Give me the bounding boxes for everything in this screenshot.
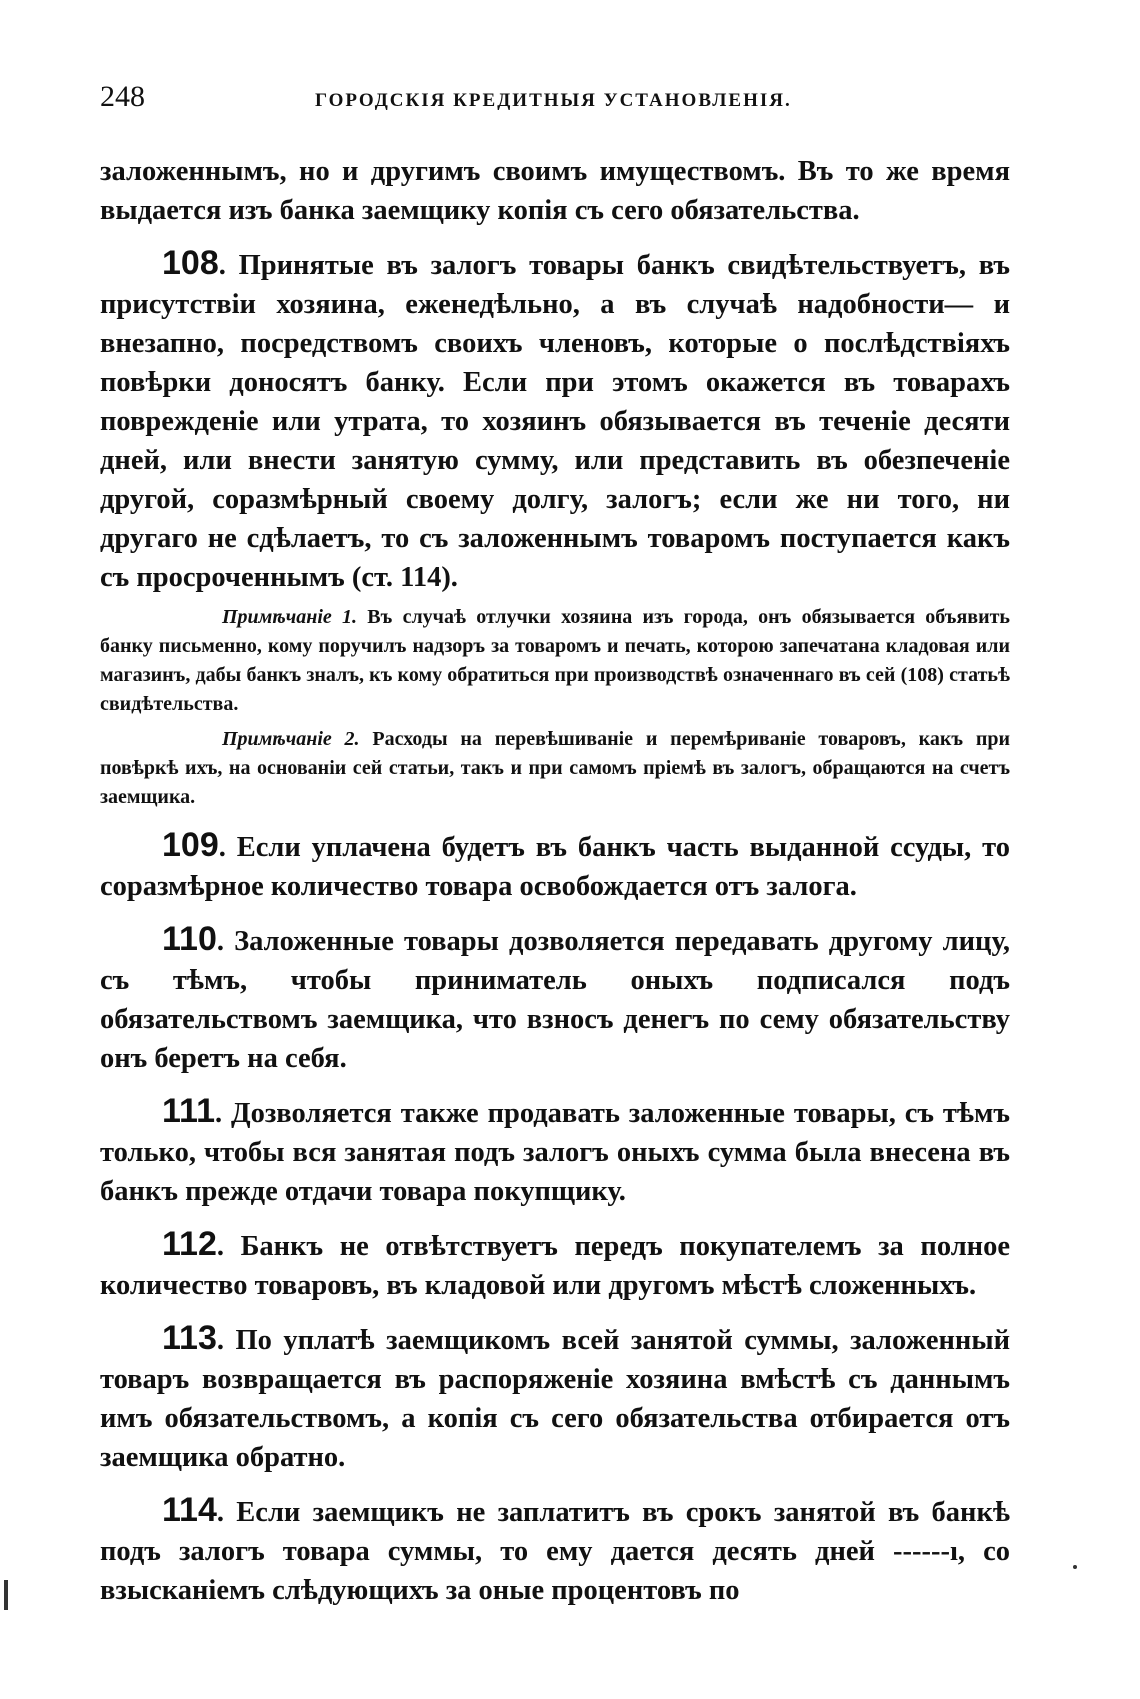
article-number: 112 [162, 1225, 217, 1263]
margin-mark [4, 1580, 8, 1610]
article-text: По уплатѣ заемщикомъ всей занятой суммы, заложенный товаръ возвращается въ распоряженіе хозяина вмѣстѣ съ даннымъ имъ обязательствомъ, а копія съ сего обязательства отбирается отъ заемщика обратно. [100, 1325, 1011, 1473]
page-header [100, 80, 1010, 130]
running-title: ГОРОДСКІЯ КРЕДИТНЫЯ УСТАНОВЛЕНІЯ. [315, 90, 792, 111]
note-2 [100, 725, 1010, 812]
article-text: Банкъ не отвѣтствуетъ передъ покупателемъ за полное количество товаровъ, въ кладовой или другомъ мѣстѣ сложенныхъ. [100, 1231, 1011, 1301]
article-number: 108 [162, 244, 219, 282]
article-text: Дозволяется также продавать заложенные товары, съ тѣмъ только, чтобы вся занятая подъ залогъ оныхъ сумма была внесена въ банкъ прежде отдачи товара покупщику. [100, 1098, 1011, 1207]
article-108: 108. Принятые въ залогъ товары банкъ свидѣтельствуетъ, въ присутствіи хозяина, еженедѣльно, а въ случаѣ надобности— и внезапно, посредствомъ своихъ членовъ, которые о послѣдствіяхъ повѣрки доносятъ банку. Если при этомъ окажется въ товарахъ поврежденіе или утрата, то хозяинъ обязывается въ теченіе десяти дней, или внести занятую сумму, или представить въ обезпеченіе другой, соразмѣрный своему долгу, залогъ; если же ни того, ни другаго не сдѣлаетъ, то съ заложеннымъ товаромъ поступается какъ съ просроченнымъ (ст. 114). [100, 244, 1010, 593]
article-number: 114 [162, 1491, 217, 1529]
ink-dot [1073, 1565, 1077, 1569]
note-label: Примѣчаніе 2. [222, 728, 360, 750]
article-109: 109. Если уплачена будетъ въ банкъ часть выданной ссуды, то соразмѣрное количество товара освобождается отъ залога. [100, 826, 1010, 902]
intro-paragraph: заложеннымъ, но и другимъ своимъ имуществомъ. Въ то же время выдается изъ банка заемщику копія съ сего обязательства. [100, 156, 1010, 226]
article-number: 110 [162, 920, 217, 958]
article-text: Если заемщикъ не заплатитъ въ срокъ занятой въ банкѣ подъ залогъ товара суммы, то ему дается десять дней ------ı, со взысканіемъ слѣдующихъ за оные процентовъ по [100, 1497, 1011, 1606]
article-114: 114. Если заемщикъ не заплатитъ въ срокъ занятой въ банкѣ подъ залогъ товара суммы, то ему дается десять дней ------ı, со взысканіемъ слѣдующихъ за оные процентовъ по [100, 1491, 1011, 1606]
note-text: Расходы на перевѣшиваніе и перемѣриваніе товаровъ, какъ при повѣркѣ ихъ, на основаніи сей статьи, такъ и при самомъ пріемѣ въ залогъ, обращаются на счетъ заемщика. [100, 728, 1010, 808]
article-113: 113. По уплатѣ заемщикомъ всей занятой суммы, заложенный товаръ возвращается въ распоряженіе хозяина вмѣстѣ съ даннымъ имъ обязательствомъ, а копія съ сего обязательства отбирается отъ заемщика обратно. [100, 1319, 1011, 1473]
page-number: 248 [100, 80, 145, 113]
note-label: Примѣчаніе 1. [222, 606, 358, 628]
article-text: Принятые въ залогъ товары банкъ свидѣтельствуетъ, въ присутствіи хозяина, еженедѣльно, а въ случаѣ надобности— и внезапно, посредствомъ своихъ членовъ, которые о послѣдствіяхъ повѣрки доносятъ банку. Если при этомъ окажется въ товарахъ поврежденіе или утрата, то хозяинъ обязывается въ теченіе десяти дней, или внести занятую сумму, или представить въ обезпеченіе другой, соразмѣрный своему долгу, залогъ; если же ни того, ни другаго не сдѣлаетъ, то съ заложеннымъ товаромъ поступается какъ съ просроченнымъ (ст. 114). [100, 250, 1010, 593]
article-111: 111. Дозволяется также продавать заложенные товары, съ тѣмъ только, чтобы вся занятая подъ залогъ оныхъ сумма была внесена въ банкъ прежде отдачи товара покупщику. [100, 1092, 1011, 1207]
article-number: 111 [162, 1092, 215, 1130]
article-110: 110. Заложенные товары дозволяется передавать другому лицу, съ тѣмъ, чтобы приниматель оныхъ подписался подъ обязательствомъ заемщика, что взносъ денегъ по сему обязательству онъ беретъ на себя. [100, 920, 1010, 1074]
article-text: Заложенные товары дозволяется передавать другому лицу, съ тѣмъ, чтобы приниматель оныхъ подписался подъ обязательствомъ заемщика, что взносъ денегъ по сему обязательству онъ беретъ на себя. [100, 926, 1010, 1074]
article-text: Если уплачена будетъ въ банкъ часть выданной ссуды, то соразмѣрное количество товара освобождается отъ залога. [100, 832, 1010, 902]
note-1 [100, 603, 1010, 719]
article-number: 109 [162, 826, 219, 864]
note-text: Въ случаѣ отлучки хозяина изъ города, онъ обязывается объявить банку письменно, кому поручилъ надзоръ за товаромъ и печать, которою запечатана кладовая или магазинъ, дабы банкъ зналъ, къ кому обратиться при производствѣ означеннаго въ сей (108) статьѣ свидѣтельства. [100, 606, 1010, 715]
article-number: 113 [162, 1319, 217, 1357]
book-page [100, 80, 1010, 1610]
article-112: 112. Банкъ не отвѣтствуетъ передъ покупателемъ за полное количество товаровъ, въ кладовой или другомъ мѣстѣ сложенныхъ. [100, 1225, 1011, 1301]
